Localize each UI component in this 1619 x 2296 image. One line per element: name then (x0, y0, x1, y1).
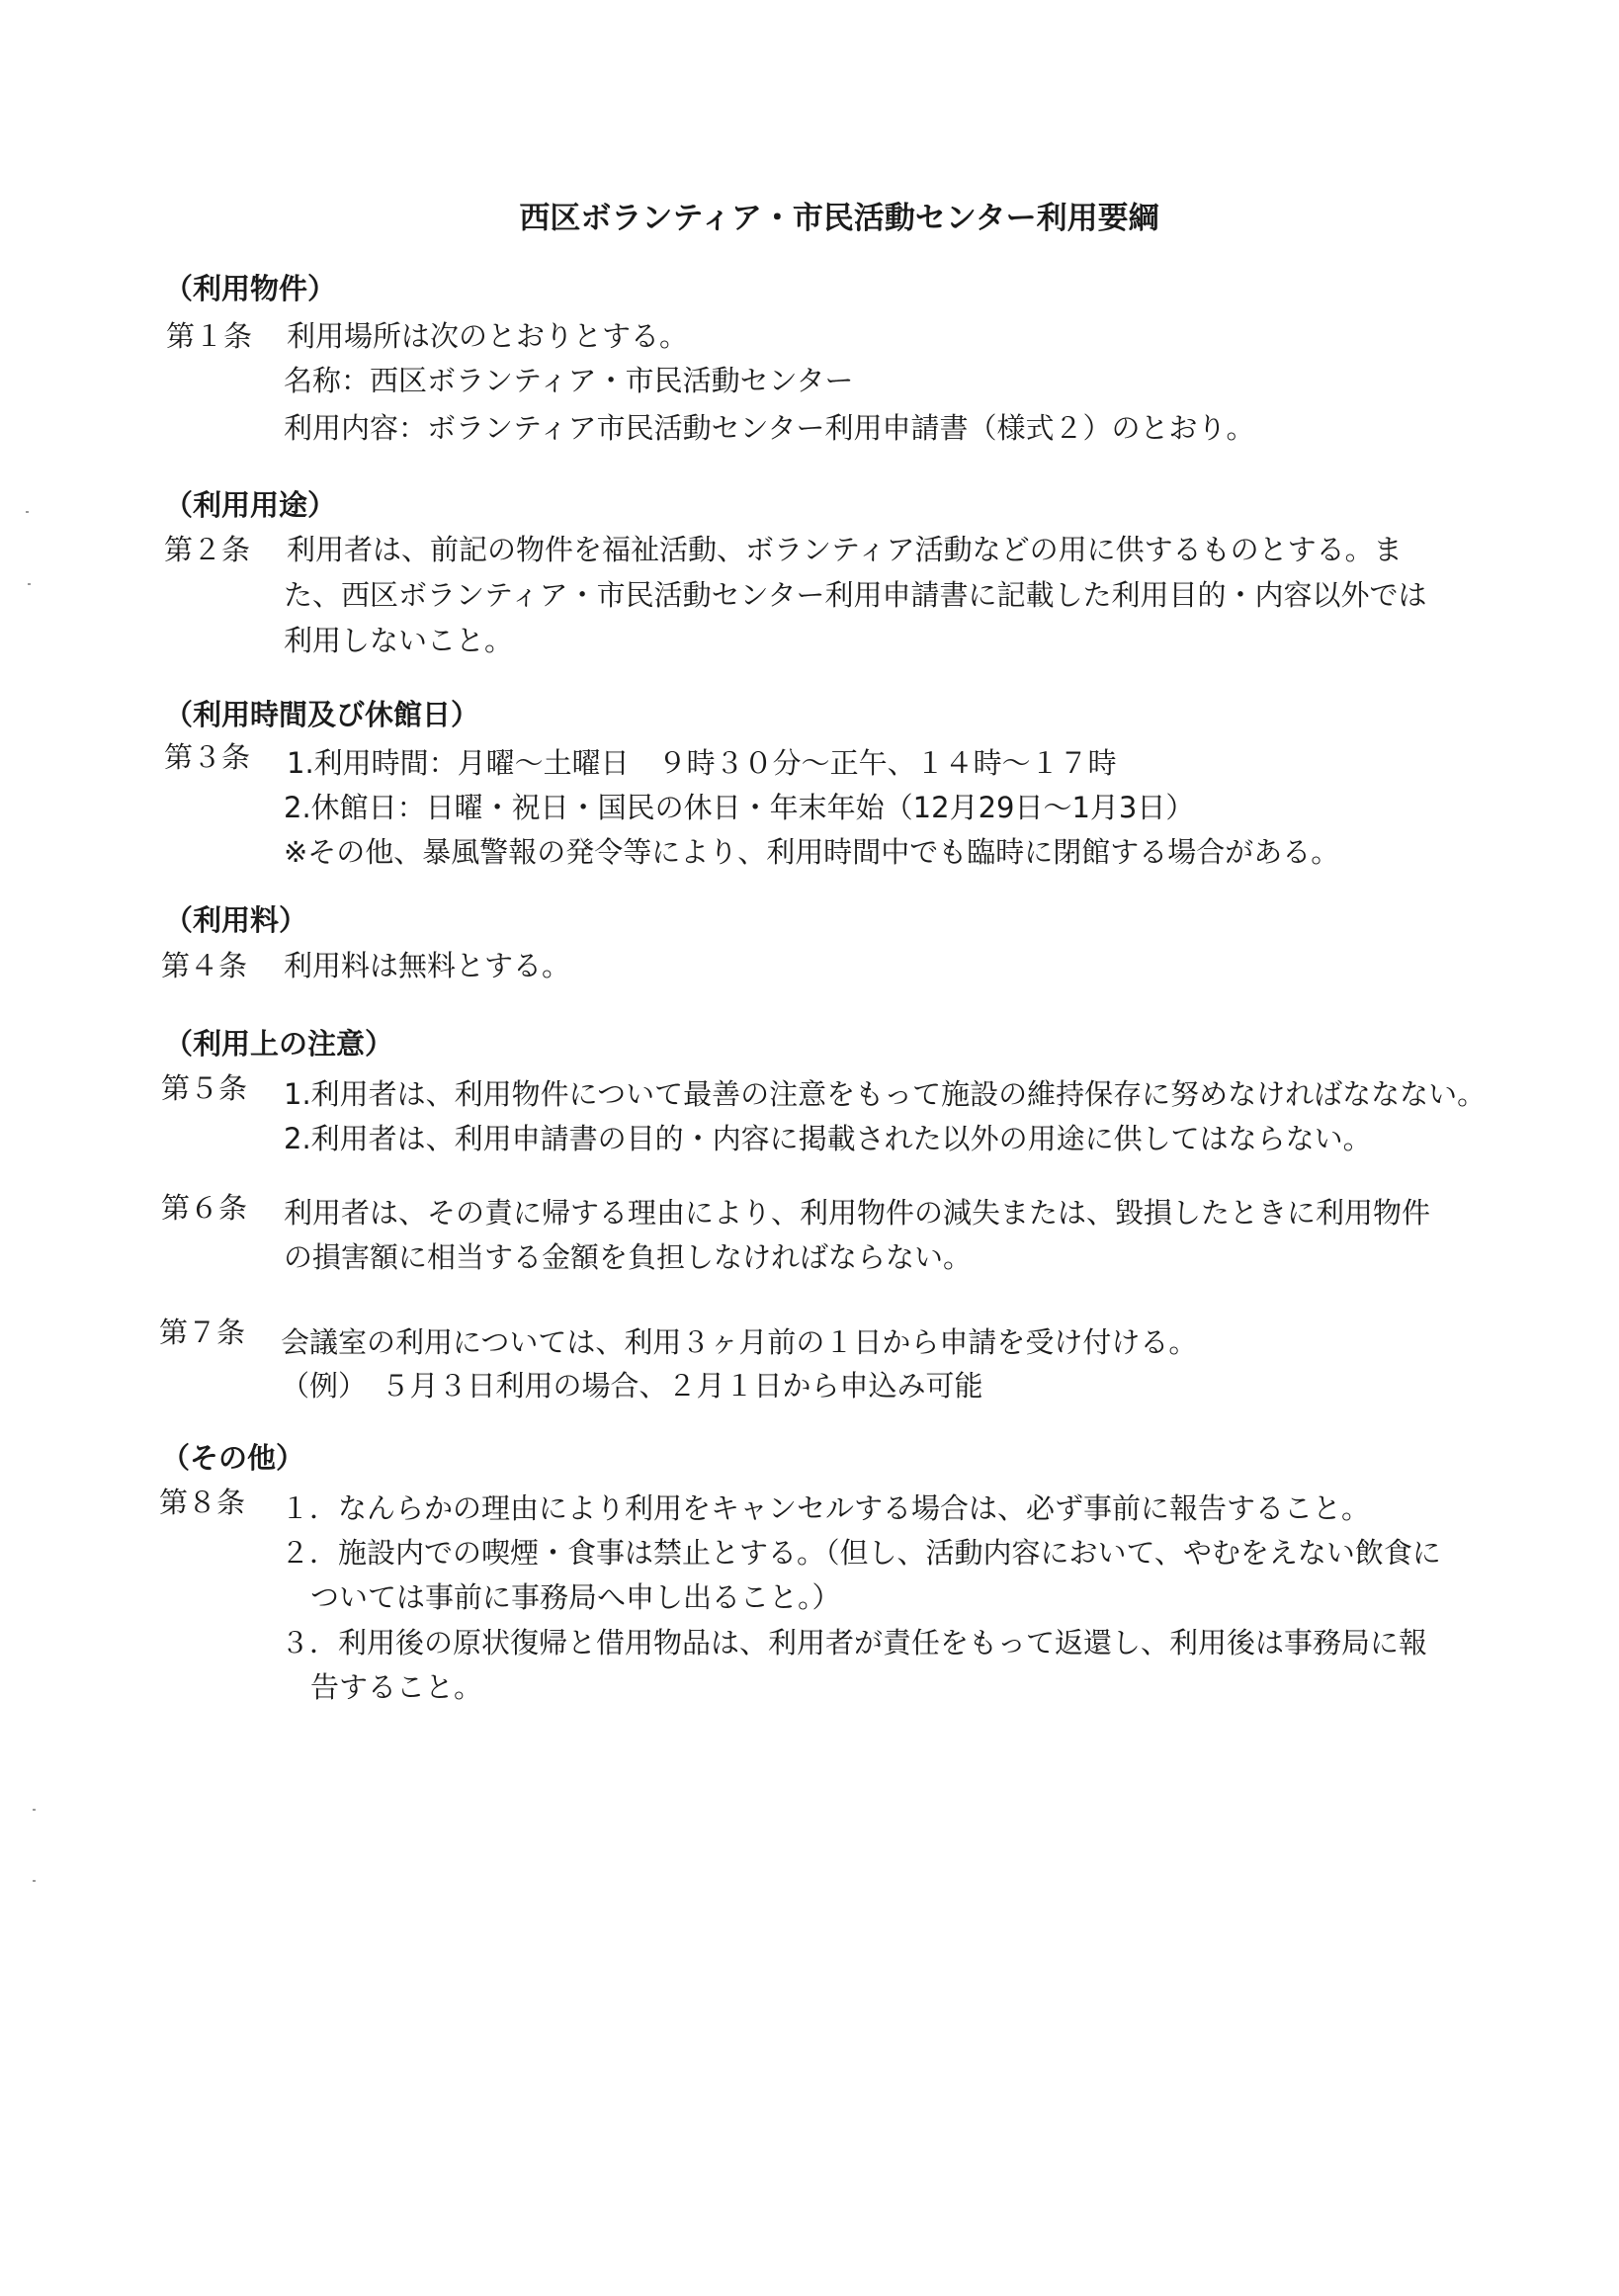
article-number-4: 第４条 (161, 949, 248, 982)
section-heading-other: （その他） (161, 1441, 305, 1475)
article-1-line-3: 利用内容：ボランティア市民活動センター利用申請書（様式２）のとおり。 (284, 411, 1255, 445)
document-title: 西区ボランティア・市民活動センター利用要綱 (519, 201, 1159, 236)
section-heading-usage-fee: （利用料） (164, 903, 308, 937)
article-2-line-1: 利用者は、前記の物件を福祉活動、ボランティア活動などの用に供するものとする。ま (287, 533, 1403, 566)
article-3-line-1: 1.利用時間：月曜～土曜日 ９時３０分～正午、１４時～１７時 (287, 746, 1117, 780)
scan-speck (33, 1809, 36, 1811)
article-7-line-1: 会議室の利用については、利用３ヶ月前の１日から申請を受け付ける。 (281, 1325, 1198, 1359)
article-number-3: 第３条 (164, 740, 251, 774)
section-heading-usage-property: （利用物件） (164, 272, 337, 305)
article-8-line-1: １．なんらかの理由により利用をキャンセルする場合は、必ず事前に報告すること。 (281, 1491, 1371, 1525)
scan-speck (33, 1880, 36, 1882)
article-2-line-2: た、西区ボランティア・市民活動センター利用申請書に記載した利用目的・内容以外では (284, 578, 1427, 612)
article-8-line-5: 告すること。 (310, 1670, 483, 1704)
article-6-line-2: の損害額に相当する金額を負担しなければならない。 (284, 1240, 973, 1274)
scan-speck (26, 511, 29, 513)
article-4-line-1: 利用料は無料とする。 (284, 949, 571, 982)
article-3-line-3: ※その他、暴風警報の発令等により、利用時間中でも臨時に閉館する場合がある。 (284, 835, 1340, 869)
article-5-line-2: 2.利用者は、利用申請書の目的・内容に掲載された以外の用途に供してはならない。 (284, 1122, 1372, 1155)
scan-speck (28, 583, 31, 585)
article-5-line-1: 1.利用者は、利用物件について最善の注意をもって施設の維持保存に努めなければななない。 (284, 1077, 1487, 1111)
article-number-2: 第２条 (164, 533, 251, 566)
section-heading-usage-notes: （利用上の注意） (164, 1027, 394, 1061)
article-6-line-1: 利用者は、その責に帰する理由により、利用物件の減失または、毀損したときに利用物件 (284, 1196, 1431, 1230)
article-2-line-3: 利用しないこと。 (284, 624, 514, 657)
article-number-7: 第７条 (159, 1316, 246, 1349)
article-7-line-2: （例） ５月３日利用の場合、２月１日から申込み可能 (281, 1369, 983, 1403)
article-number-6: 第６条 (161, 1191, 248, 1225)
article-1-line-1: 利用場所は次のとおりとする。 (287, 319, 689, 353)
article-number-8: 第８条 (159, 1486, 246, 1519)
article-3-line-2: 2.休館日：日曜・祝日・国民の休日・年末年始（12月29日～1月3日） (284, 791, 1195, 824)
article-8-line-2: ２．施設内での喫煙・食事は禁止とする。（但し、活動内容において、やむをえない飲食に (281, 1536, 1441, 1570)
article-number-5: 第５条 (161, 1071, 248, 1105)
article-1-line-2: 名称：西区ボランティア・市民活動センター (284, 364, 854, 397)
article-number-1: 第１条 (166, 319, 253, 353)
section-heading-hours-and-closed-days: （利用時間及び休館日） (164, 698, 480, 731)
section-heading-usage-purpose: （利用用途） (164, 488, 337, 522)
article-8-line-3: ついては事前に事務局へ申し出ること。） (310, 1580, 841, 1614)
article-8-line-4: ３．利用後の原状復帰と借用物品は、利用者が責任をもって返還し、利用後は事務局に報 (281, 1626, 1428, 1659)
